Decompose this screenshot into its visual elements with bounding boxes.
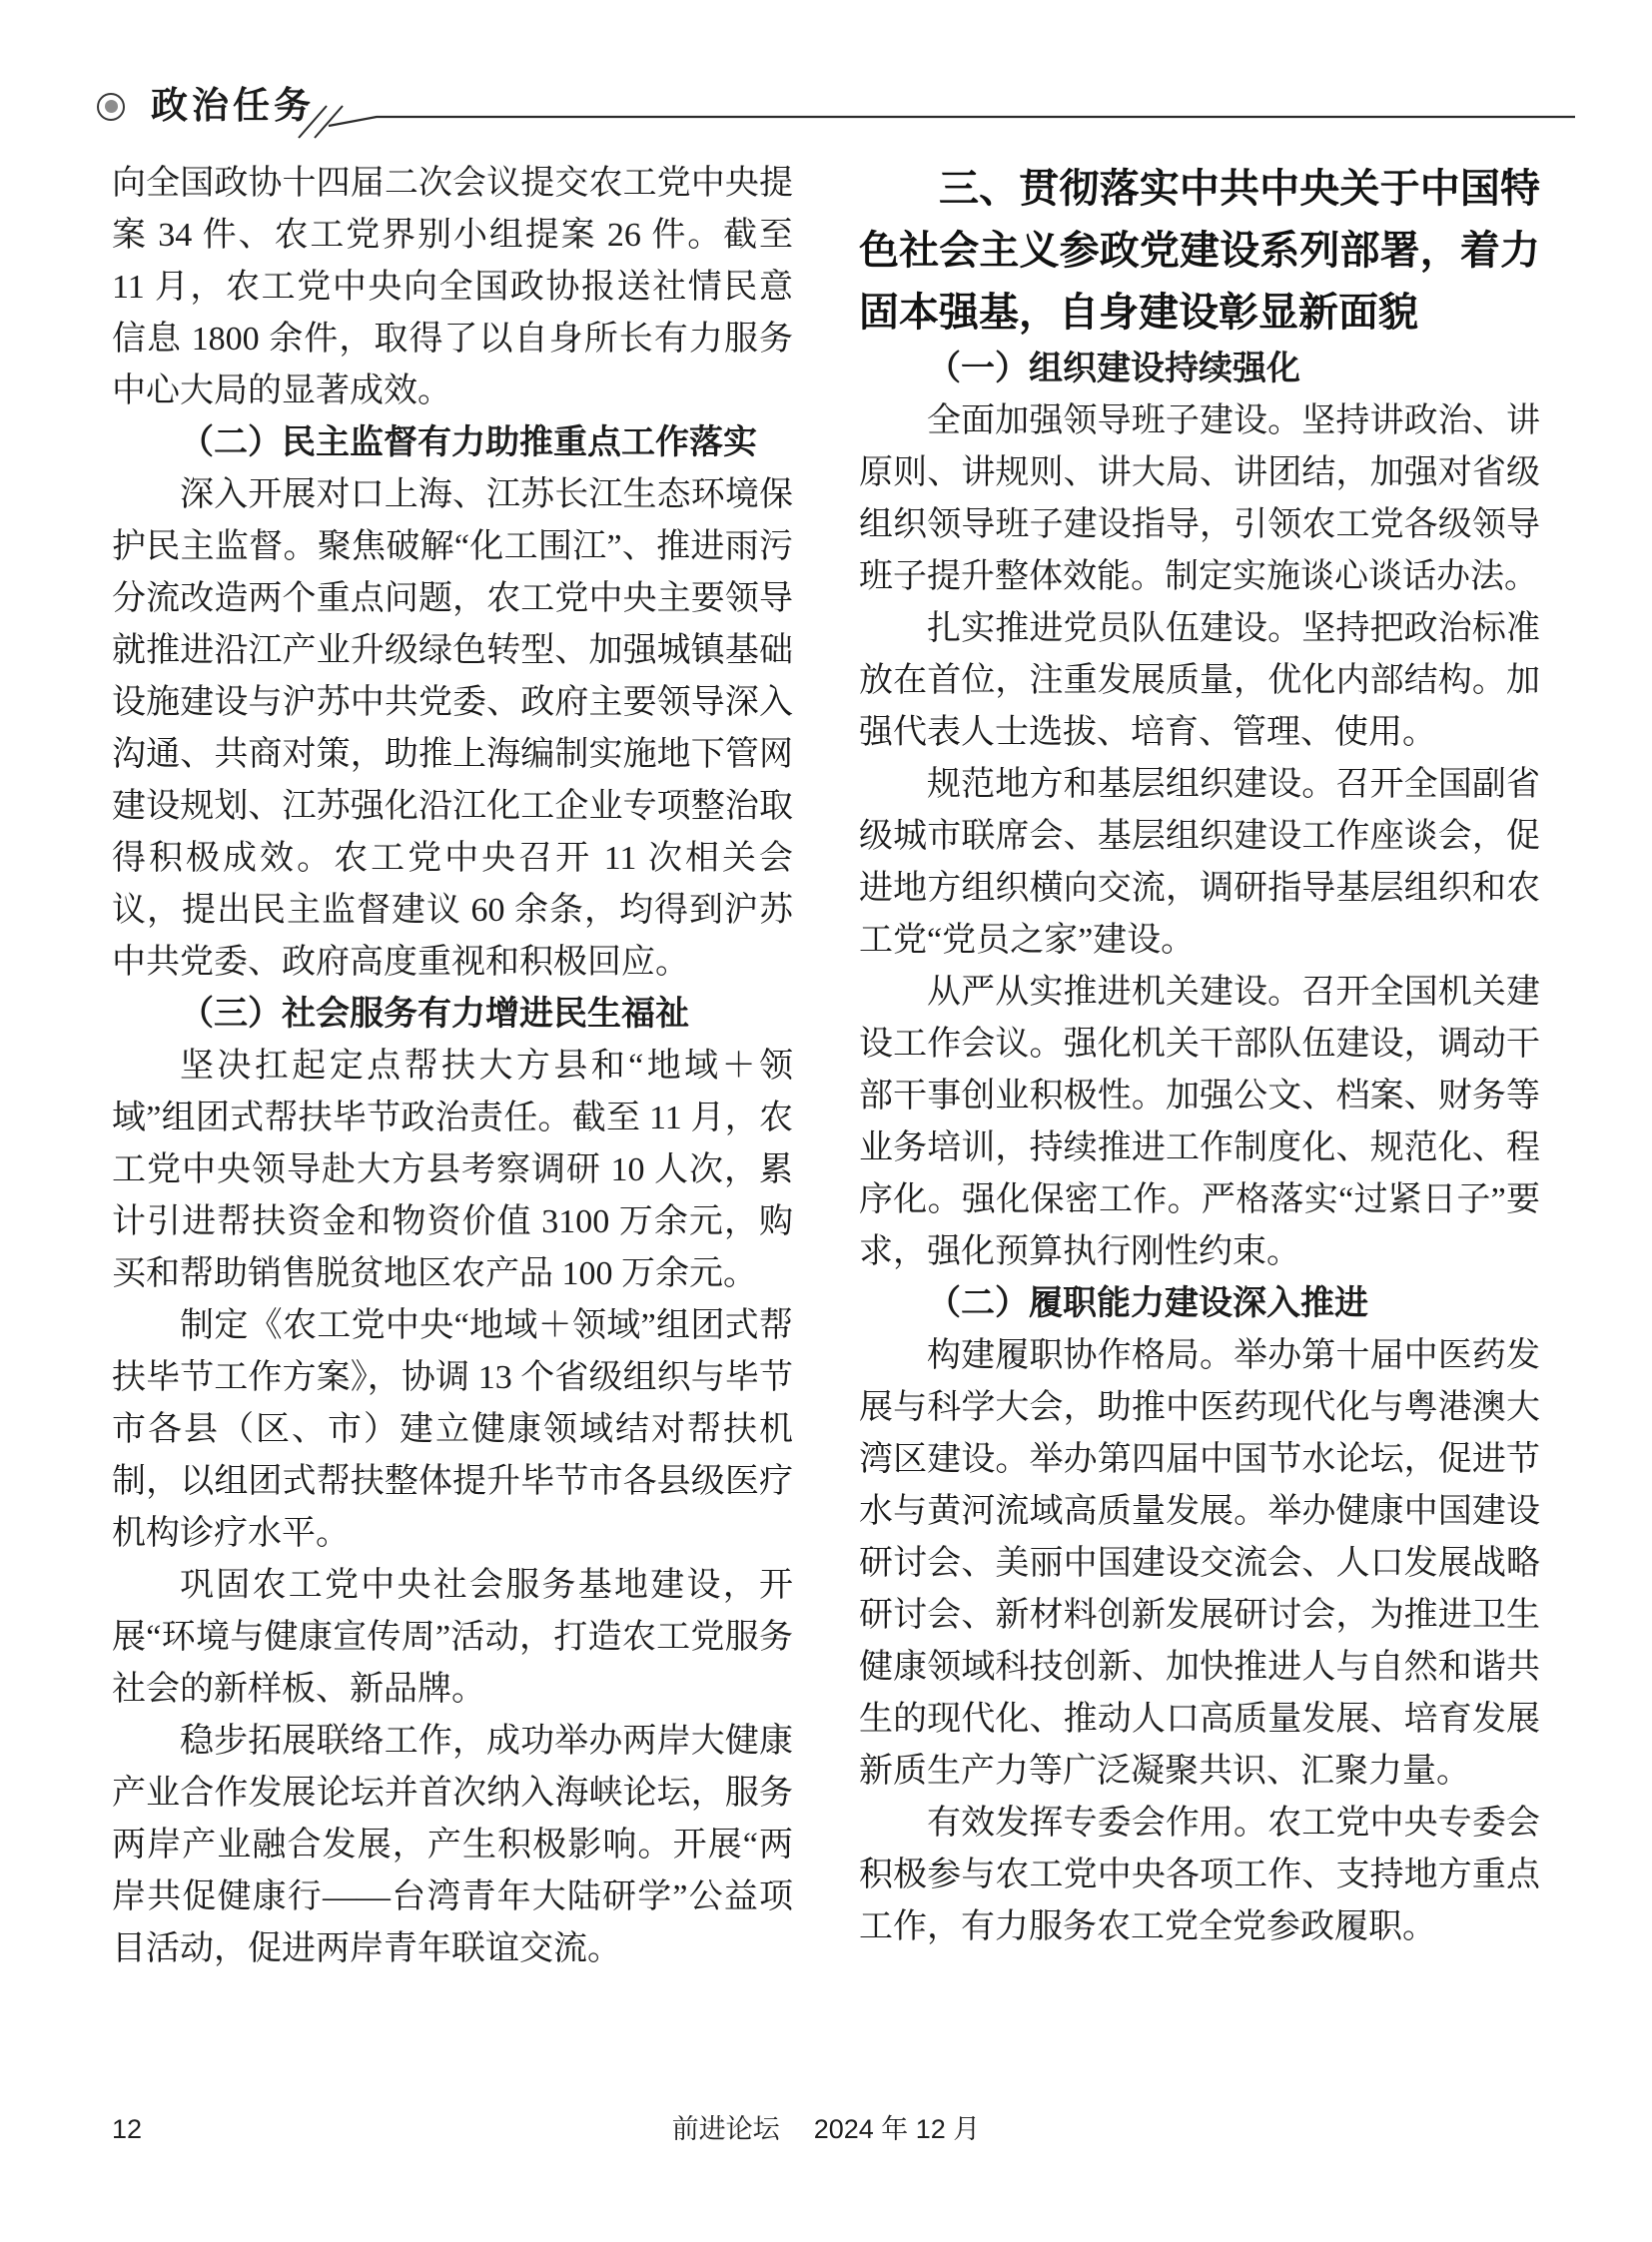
paragraph-social-service-1: 坚决扛起定点帮扶大方县和“地域＋领域”组团式帮扶毕节政治责任。截至 11 月，农工党中央领导赴大方县考察调研 10 人次，累计引进帮扶资金和物资价值 3100 万余元，购买和帮助销售脱贫地区农产品 100 万余元。 [112,1048,793,1292]
left-column [112,158,793,1975]
issue-date: 2024 年 12 月 [813,2114,981,2144]
header-rule-line [285,92,1579,144]
paragraph-organization-2: 扎实推进党员队伍建设。坚持把政治标准放在首位，注重发展质量，优化内部结构。加强代表人士选拔、培育、管理、使用。 [859,610,1540,751]
page-header [97,88,315,125]
subhead-social-service: （三）社会服务有力增进民生福祉 [180,996,689,1033]
paragraph-social-service-2: 制定《农工党中央“地域＋领域”组团式帮扶毕节工作方案》，协调 13 个省级组织与毕节市各县（区、市）建立健康领域结对帮扶机制，以组团式帮扶整体提升毕节市各县级医疗机构诊疗水平。 [112,1307,793,1552]
paragraph-organization-1: 全面加强领导班子建设。坚持讲政治、讲原则、讲规则、讲大局、讲团结，加强对省级组织领导班子建设指导，引领农工党各级领导班子提升整体效能。制定实施谈心谈话办法。 [859,402,1540,595]
right-column [859,158,1540,1975]
paragraph-organization-4: 从严从实推进机关建设。召开全国机关建设工作会议。强化机关干部队伍建设，调动干部干事创业积极性。加强公文、档案、财务等业务培训，持续推进工作制度化、规范化、程序化。强化保密工作。严格落实“过紧日子”要求，强化预算执行刚性约束。 [859,974,1540,1270]
section-label: 政治任务 [151,86,315,127]
subhead-organization-building: （一）组织建设持续强化 [927,351,1300,387]
page-footer [112,2109,1540,2149]
bullet-ring-icon [97,93,125,121]
bullet-dot-icon [105,100,118,113]
section-heading-three: 三、贯彻落实中共中央关于中国特色社会主义参政党建设系列部署，着力固本强基，自身建设彰显新面貌 [859,167,1540,335]
page-number: 12 [112,2114,143,2144]
subhead-performance-capability: （二）履职能力建设深入推进 [927,1285,1368,1322]
subhead-democratic-supervision: （二）民主监督有力助推重点工作落实 [180,424,757,461]
paragraph-capability-2: 有效发挥专委会作用。农工党中央专委会积极参与农工党中央各项工作、支持地方重点工作，有力服务农工党全党参政履职。 [859,1805,1540,1945]
paragraph-organization-3: 规范地方和基层组织建设。召开全国副省级城市联席会、基层组织建设工作座谈会，促进地方组织横向交流，调研指导基层组织和农工党“党员之家”建设。 [859,766,1540,959]
paragraph-capability-1: 构建履职协作格局。举办第十届中医药发展与科学大会，助推中医药现代化与粤港澳大湾区建设。举办第四届中国节水论坛，促进节水与黄河流域高质量发展。举办健康中国建设研讨会、美丽中国建设交流会、人口发展战略研讨会、新材料创新发展研讨会，为推进卫生健康领域科技创新、加快推进人与自然和谐共生的现代化、推动人口高质量发展、培育发展新质生产力等广泛凝聚共识、汇聚力量。 [859,1337,1540,1790]
article-body [112,158,1540,1975]
paragraph-social-service-4: 稳步拓展联络工作，成功举办两岸大健康产业合作发展论坛并首次纳入海峡论坛，服务两岸产业融合发展，产生积极影响。开展“两岸共促健康行——台湾青年大陆研学”公益项目活动，促进两岸青年联谊交流。 [112,1723,793,1967]
journal-name: 前进论坛 [671,2114,780,2144]
paragraph-intro-continued: 向全国政协十四届二次会议提交农工党中央提案 34 件、农工党界别小组提案 26 件。截至 11 月，农工党中央向全国政协报送社情民意信息 1800 余件，取得了以自身所长有力服务中心大局的显著成效。 [112,165,793,409]
paragraph-social-service-3: 巩固农工党中央社会服务基地建设，开展“环境与健康宣传周”活动，打造农工党服务社会的新样板、新品牌。 [112,1567,793,1708]
paragraph-democratic-supervision: 深入开展对口上海、江苏长江生态环境保护民主监督。聚焦破解“化工围江”、推进雨污分流改造两个重点问题，农工党中央主要领导就推进沿江产业升级绿色转型、加强城镇基础设施建设与沪苏中共党委、政府主要领导深入沟通、共商对策，助推上海编制实施地下管网建设规划、江苏强化沿江化工企业专项整治取得积极成效。农工党中央召开 11 次相关会议，提出民主监督建议 60 余条，均得到沪苏中共党委、政府高度重视和积极回应。 [112,476,793,981]
